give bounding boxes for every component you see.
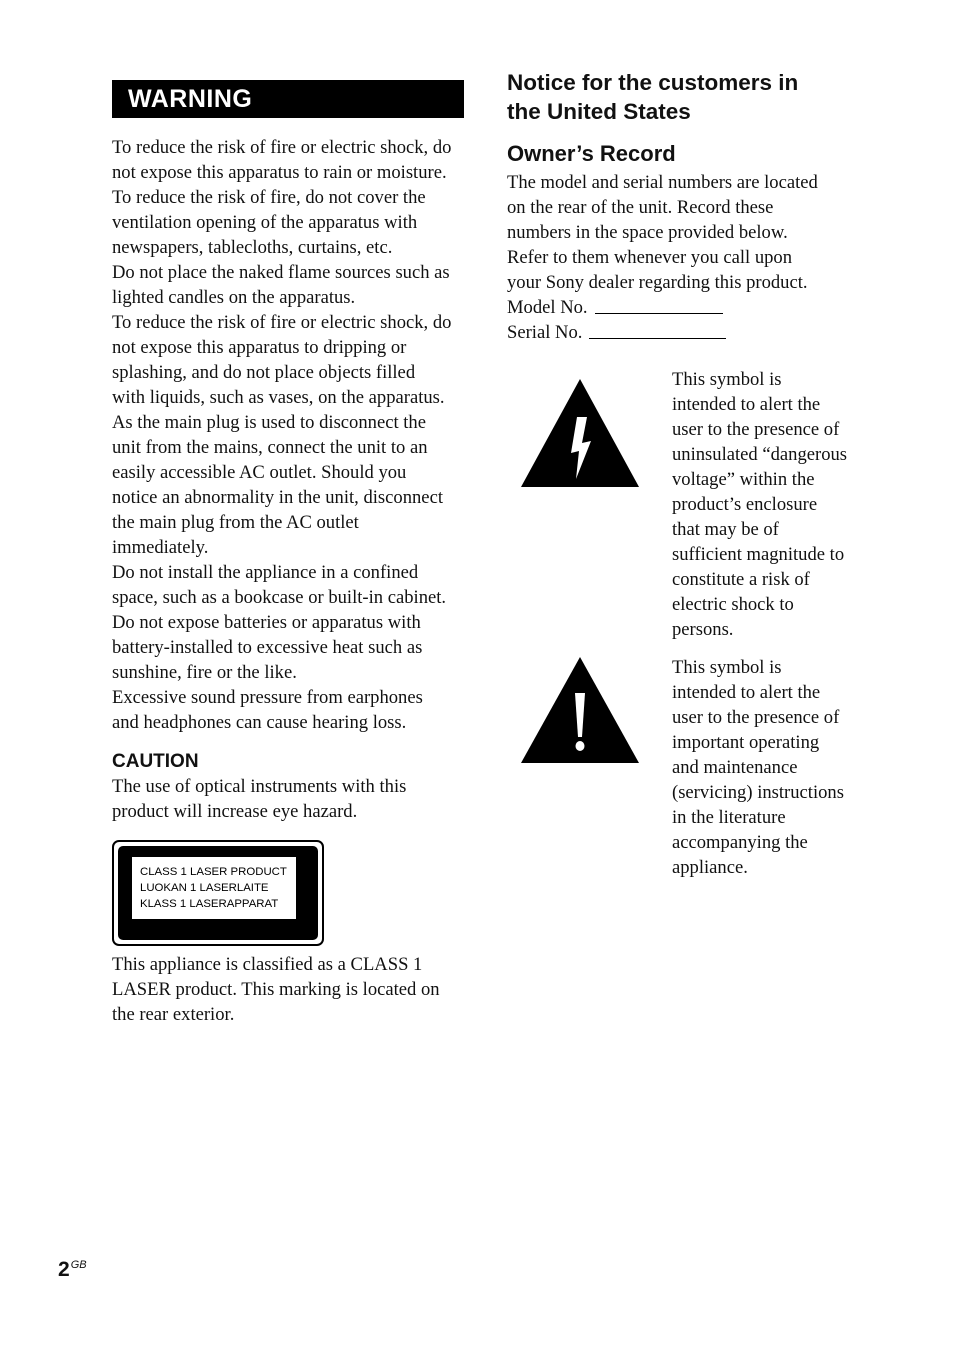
left-column: [112, 80, 464, 1027]
model-number-field: [507, 295, 867, 320]
exclamation-symbol-notice: [507, 655, 867, 880]
right-column: [507, 68, 867, 880]
page-region-suffix: GB: [70, 1259, 87, 1271]
page-number-value: 2: [58, 1258, 70, 1281]
caution-text: The use of optical instruments with this product will increase eye hazard.: [112, 776, 407, 822]
warning-text: To reduce the risk of fire or electric shock, do not expose this apparatus to rain or moisture. To reduce the risk of fire, do not cover the ventilation opening of the apparatus with newspapers, tablecloths, curtains, etc. Do not place the naked flame sources such as lighted candles on the apparatus. To reduce the risk of fire or electric shock, do not expose this apparatus to dripping or splashing, and do not place objects filled with liquids, such as vases, on the apparatus. As the main plug is used to disconnect the unit from the mains, connect the unit to an easily accessible AC outlet. Should you notice an abnormality in the unit, disconnect the main plug from the AC outlet immediately. Do not install the appliance in a confined space, such as a bookcase or built-in cabinet. Do not expose batteries or apparatus with battery-installed to excessive heat such as sunshine, fire or the like. Excessive sound pressure from earphones and headphones can cause hearing loss.: [112, 137, 452, 733]
serial-number-field: [507, 320, 867, 345]
exclamation-symbol-text: This symbol is intended to alert the user to the presence of important operating and maintenance (servicing) instructions in the literature accompanying the appliance.: [672, 657, 844, 878]
laser-label-line-1: CLASS 1 LASER PRODUCT: [140, 866, 287, 878]
model-number-label: Model No.: [507, 297, 588, 318]
page-number: [58, 1253, 87, 1282]
laser-label-line-2: LUOKAN 1 LASERLAITE: [140, 882, 269, 894]
model-number-blank: [595, 313, 723, 314]
laser-label-text-area: [132, 857, 296, 919]
serial-number-label: Serial No.: [507, 322, 583, 343]
notice-heading: Notice for the customers in the United States: [507, 70, 799, 124]
lightning-warning-icon: [521, 379, 639, 487]
caution-heading: CAUTION: [112, 751, 199, 772]
owners-record-text: The model and serial numbers are located on the rear of the unit. Record these numbers in the space provided below. Refer to them whenever you call upon your Sony dealer regarding this product.: [507, 172, 818, 293]
owners-record-heading: Owner’s Record: [507, 141, 676, 166]
laser-label-line-3: KLASS 1 LASERAPPARAT: [140, 898, 279, 910]
warning-title: WARNING: [128, 84, 253, 113]
serial-number-blank: [589, 338, 726, 339]
laser-product-label: [112, 840, 324, 946]
laser-classification-text: This appliance is classified as a CLASS 1 LASER product. This marking is located on the rear exterior.: [112, 954, 440, 1025]
warning-banner: [112, 80, 464, 118]
lightning-symbol-notice: [507, 367, 867, 642]
lightning-symbol-text: This symbol is intended to alert the user to the presence of uninsulated “dangerous voltage” within the product’s enclosure that may be of sufficient magnitude to constitute a risk of electric shock to persons.: [672, 369, 848, 640]
exclamation-warning-icon: [521, 657, 639, 763]
